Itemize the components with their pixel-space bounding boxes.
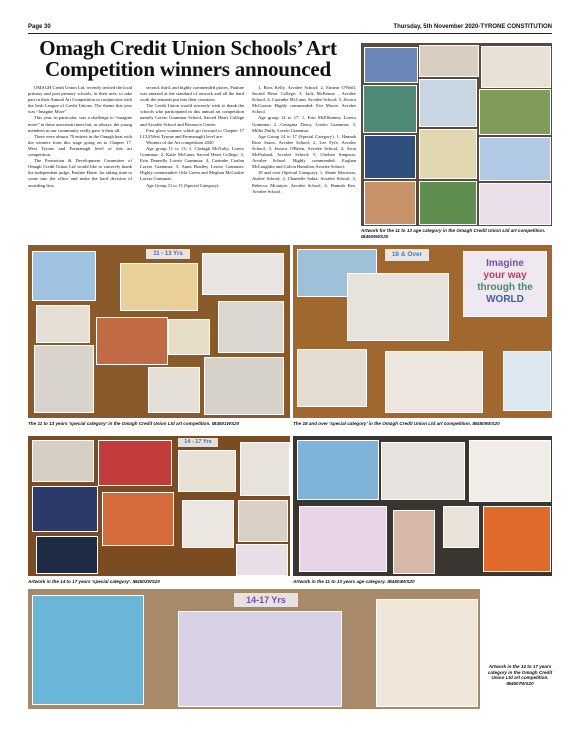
headline-line-1: Omagh Credit Union Schools’ Art <box>39 36 337 60</box>
paragraph: Winners of the Art competition 2020 <box>146 139 214 145</box>
category-sign: 14-17 Yrs <box>234 593 298 607</box>
artwork <box>32 440 94 482</box>
artwork <box>481 46 551 88</box>
artwork <box>96 317 168 365</box>
article-column-2 <box>140 85 244 189</box>
artwork <box>238 500 288 542</box>
artwork <box>419 181 477 225</box>
article-body <box>28 85 356 245</box>
artwork <box>483 506 551 572</box>
photo-caption: Artwork in the 14 to 17 years category in the Omagh Credit Union Ltd art competition. IB4507WS20 <box>487 664 553 686</box>
artwork <box>381 442 465 500</box>
photo-caption: The 18 and over 'special category' in the Omagh Credit Union Ltd art competition. IB4505WS20 <box>293 421 500 426</box>
photo-14-17-special <box>28 436 290 576</box>
artwork <box>419 45 479 77</box>
paragraph: 1, Ross Kelly, Arvalee School; 2, Eimear O'Neill, Sacred Heart College; 3, Jack McKenna , Arvalee School; 4, Caoimhe McCann, Arvalee School; 5, Jessica McCurran. Highly commended: Eve Moore, Arvalee School. <box>252 85 356 115</box>
paragraph: This year, in particular, was a challenge to “imagine more” in these uncertain times but, as always, the young members in our community really gave it their all. <box>28 115 132 133</box>
artwork <box>385 351 483 413</box>
paragraph: 18 and over (Special Category): 1, Shane Morrison, Avalee School; 2, Chantelle Sakia, Arvalee School; 3, Rebecca Mcintyre, Arvalee School; 4, Hannah Kee, Arvalee School. <box>252 170 356 194</box>
paragraph: There were almost 70 entries in the Omagh heat with the winners from this stage going on to Chapter 17, West Tyrone and Fermanagh level of this art competition. <box>28 133 132 158</box>
paragraph: Age group 14 to 17: 1, Erin McElhinney, Loreto Grammar; 2 ,Georgina Darcy, Loreto Grammar; 3, Millie Duffy, Loreto Grammar. <box>252 115 356 133</box>
artwork <box>34 345 94 413</box>
artwork <box>363 85 417 133</box>
artwork <box>236 544 288 576</box>
artwork <box>32 486 98 532</box>
photo-14-17-category <box>28 589 480 709</box>
artwork <box>32 251 96 301</box>
headline <box>28 38 348 80</box>
artwork <box>376 599 478 707</box>
imagine-poster <box>463 251 547 317</box>
artwork <box>36 305 90 343</box>
paragraph: second, third, and highly commended places. Pauline was amazed at the standard of artwork and all the hard work the entrants put into their creations. <box>140 85 244 103</box>
category-sign: 11 - 13 Yrs <box>146 249 190 259</box>
artwork <box>168 319 210 355</box>
issue-date: Thursday, 5th November 2020-TYRONE CONSTITUTION <box>393 24 552 30</box>
artwork <box>364 181 416 225</box>
artwork <box>419 79 477 127</box>
photo-caption: Artwork for the 11 to 13 age category in the Omagh Credit Union Ltd art competition. IB4506WS20 <box>361 228 546 239</box>
paragraph: The Credit Union would sincerely wish to thank the schools who participated in this annual art competition namely Loreto Grammar School, Sacred Heart College and Arvalee School and Resource Centre. <box>140 103 244 127</box>
artwork <box>218 301 284 353</box>
artwork <box>178 611 342 707</box>
headline-line-2: Competition winners announced <box>45 57 331 81</box>
artwork <box>479 183 551 225</box>
artwork <box>182 500 234 548</box>
artwork <box>347 273 449 341</box>
photo-11-13-category <box>293 436 552 576</box>
artwork <box>120 263 198 311</box>
photo-caption: The 11 to 13 years 'special category' in the Omagh Credit Union Ltd art competition. IB4501WS20 <box>28 421 240 426</box>
poster-line: through the <box>477 282 533 293</box>
artwork <box>98 440 172 486</box>
article-column-1 <box>28 85 132 189</box>
category-sign: 18 & Over <box>385 249 429 261</box>
header-rule <box>28 33 552 34</box>
artwork <box>419 129 477 179</box>
paragraph: Age Group 14 to 17 (Special Category): 1, Hannah Rose Starrs, Arvalee School; 2, Lee Fyfe, Arvalee School; 3, Jessica O'Brien, Arvalee School; 4, Aron McParland, Arvalee School; 5, Chelsea Simpson, Arvalee School. Highly commended: Eoghan McLaughlin and Calvin Hamilton Arvalee School. <box>252 133 356 170</box>
artwork <box>443 506 479 548</box>
artwork <box>364 47 418 83</box>
artwork <box>36 536 98 574</box>
paragraph: Age Group 11 to 13 (Special Category): <box>146 182 220 188</box>
paragraph: OMAGH Credit Union Ltd. recently invited the local primary and post primary schools, in their area, to take part in their Annual Art Competition in conjunction with the Irish League of Credit Unions. The theme this year was “Imagine More”. <box>28 85 132 115</box>
poster-line: your way <box>483 270 527 281</box>
artwork <box>297 349 367 407</box>
artwork <box>479 137 551 181</box>
artwork <box>240 442 290 496</box>
artwork <box>503 351 551 411</box>
artwork <box>393 510 435 574</box>
paragraph: The Promotion & Development Committee of Omagh Credit Union Ltd would like to sincerely thank the independent judge, Pauline Harte, for taking time to come into the office and make the hard decision of awarding first, <box>28 158 132 188</box>
poster-line: WORLD <box>486 294 524 305</box>
artwork <box>479 89 551 135</box>
artwork <box>148 367 200 413</box>
photo-caption: Artwork in the 11 to 13 years age category. IB4504WS20 <box>293 579 415 584</box>
paragraph: First place winners which go forward to Chapter 17 LCU(West Tyrone and Fermanagh) level are: <box>140 127 244 139</box>
article-column-3 <box>252 85 356 195</box>
poster-line: Imagine <box>486 258 524 269</box>
artwork <box>204 357 284 415</box>
photo-11-13-special <box>28 245 290 418</box>
page-number: Page 30 <box>28 24 51 30</box>
photo-18-over-special <box>293 245 552 418</box>
umbrella-artwork <box>32 595 144 705</box>
artwork <box>469 440 551 502</box>
paragraph: Age group 11 to 13: 1, Clodagh McNulty, Loreto Grammar; 2, Katie McCann, Sacred Heart College; 3, Erin Donnelly Loreto Grammar; 4, Caoimhe Conlan Loreto Grammar; 5, Anna Bradley Loreto Grammar. Highly commended: Orla Green and Meghan McCaskie Loreto Grammar. <box>140 145 244 182</box>
photo-artwork-11-13 <box>361 43 552 226</box>
photo-caption: Artwork in the 14 to 17 years 'special category'. IB4502WS20 <box>28 579 160 584</box>
artwork <box>102 492 174 546</box>
artwork <box>299 506 387 572</box>
artwork <box>364 135 416 179</box>
category-sign: 14 - 17 Yrs <box>178 438 218 447</box>
artwork <box>178 450 236 492</box>
artwork <box>297 440 379 500</box>
artwork <box>202 253 284 295</box>
